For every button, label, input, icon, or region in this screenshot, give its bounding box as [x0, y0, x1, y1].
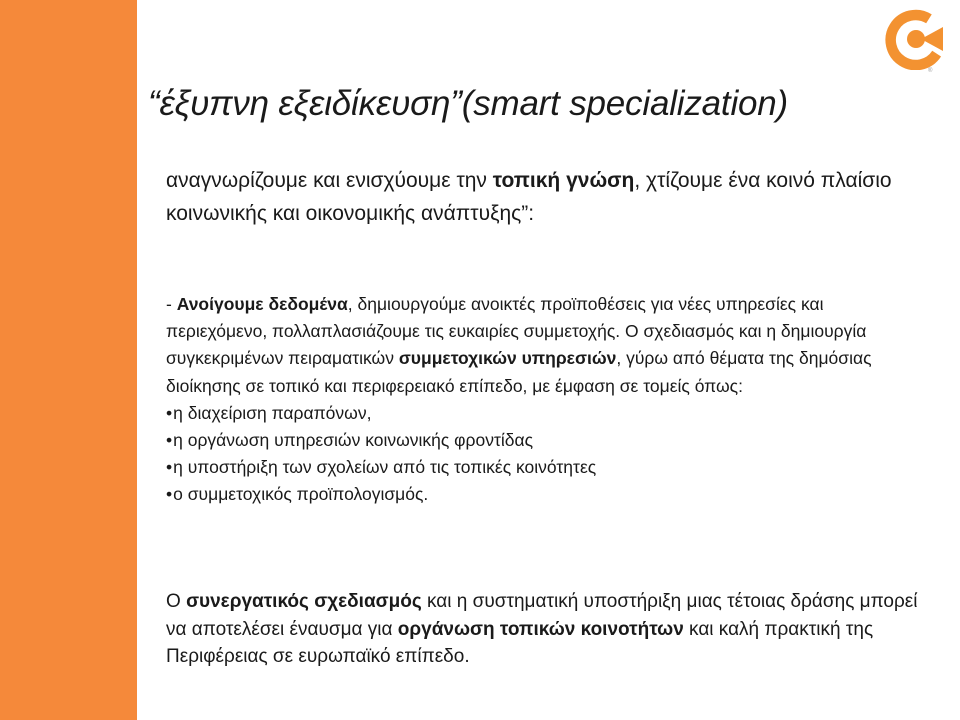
open-data-text-1: , δημιουργούμε ανοικτές προϊποθέσεις για νέες υπηρεσίες και περιεχόμενο, πολλαπλασιάζουμε τις ευκαιρίες συμμετοχής. Ο σχεδιασμός και η δημιουργία συγκεκριμένων πειραματικών: [166, 294, 867, 369]
intro-text-1: αναγνωρίζουμε και ενισχύουμε την: [166, 169, 493, 192]
orange-side-bar: [0, 0, 137, 720]
closing-text-1: Ο: [166, 591, 187, 612]
dash-marker: -: [166, 294, 177, 314]
bold-participatory-services: συμμετοχικών υπηρεσιών: [398, 348, 617, 369]
bold-community-organizing: οργάνωση τοπικών κοινοτήτων: [397, 618, 684, 640]
open-data-paragraph: [166, 291, 926, 509]
open-data-text-2: , γύρω από θέματα της δημόσιας διοίκησης σε τοπικό και περιφερειακό επίπεδο, με έμφαση σε τομείς όπως:: [166, 348, 872, 396]
bullet-item: • η διαχείριση παραπόνων,: [166, 400, 926, 427]
bold-open-data: Ανοίγουμε δεδομένα: [176, 294, 348, 314]
closing-paragraph: [166, 588, 926, 671]
bullet-item: • ο συμμετοχικός προϊπολογισμός.: [166, 481, 926, 508]
bullet-item: • η οργάνωση υπηρεσιών κοινωνικής φροντίδας: [166, 427, 926, 454]
registered-mark: ®: [928, 68, 933, 74]
bold-collaborative-planning: συνεργατικός σχεδιασμός: [186, 591, 422, 612]
title-greek-term: έξυπνη εξειδίκευση: [159, 84, 451, 123]
open-data-text: [166, 291, 926, 400]
title-english-term: ”(smart specialization): [450, 84, 789, 123]
bullet-item: • η υποστήριξη των σχολείων από τις τοπικές κοινότητες: [166, 454, 926, 481]
closing-text-3: και καλή πρακτική της Περιφέρειας σε ευρωπαϊκό επίπεδο.: [166, 618, 874, 667]
slide-title: [148, 84, 958, 124]
sector-bullet-list: [166, 400, 926, 509]
intro-text-2: , χτίζουμε ένα κοινό πλαίσιο κοινωνικής και οικονομικής ανάπτυξης”:: [166, 169, 892, 225]
intro-paragraph: [166, 164, 926, 230]
intro-bold-local-knowledge: τοπική γνώση: [492, 169, 635, 192]
title-open-quote: “: [148, 84, 160, 123]
orange-ring-logo-icon: [885, 8, 947, 70]
closing-text-2: και η συστηματική υποστήριξη μιας τέτοιας δράσης μπορεί να αποτελέσει έναυσμα για: [166, 591, 918, 640]
